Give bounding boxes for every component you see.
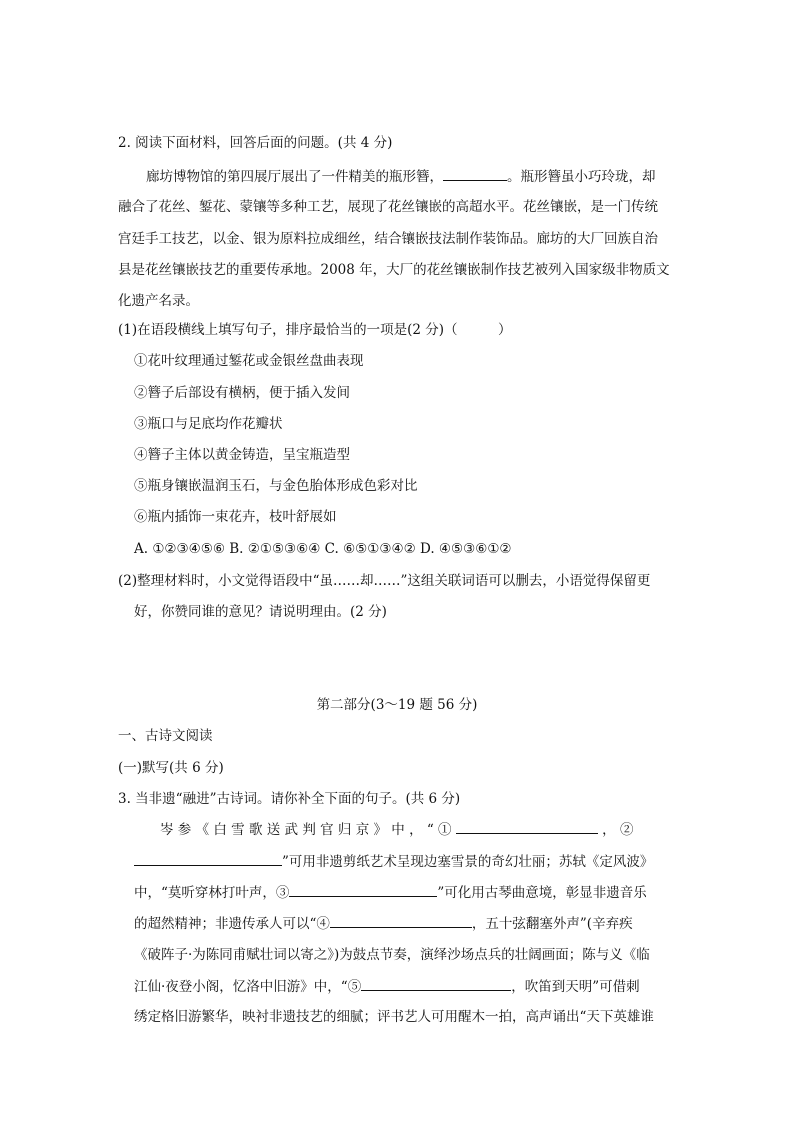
q3-blank-3 — [289, 882, 437, 897]
q3-text-1b: ， ② — [602, 822, 634, 838]
q3-line-6 — [134, 976, 640, 997]
q2-item-5: ⑤瓶身镶嵌温润玉石，与金色胎体形成色彩对比 — [134, 478, 418, 494]
q2-para-text-1b: 。瓶形簪虽小巧玲珑，却 — [507, 169, 656, 185]
q3-text-3a: 中，“莫听穿林打叶声，③ — [134, 885, 290, 901]
q2-sub1: (1)在语段横线上填写句子，排序最恰当的一项是(2 分)（ ） — [118, 322, 512, 338]
subsection-heading: (一)默写(共 6 分) — [118, 760, 224, 776]
q2-para-line-5: 化遗产名录。 — [118, 293, 199, 309]
q2-sub2-line-2: 好，你赞同谁的意见？请说明理由。(2 分) — [134, 604, 387, 620]
q3-line-7: 绣定格旧游繁华，映衬非遗技艺的细腻；评书艺人可用醒木一拍，高声诵出“天下英雄谁 — [134, 1009, 654, 1025]
q3-text-6a: 江仙·夜登小阁，忆洛中旧游》中，“⑤ — [134, 979, 362, 995]
q3-text-1a: 岑 参 《 白 雪 歌 送 武 判 官 归 京 》 中 ， “ ① — [160, 822, 452, 838]
section-heading: 一、古诗文阅读 — [118, 728, 213, 744]
q2-item-6: ⑥瓶内插饰一束花卉，枝叶舒展如 — [134, 509, 337, 525]
q2-item-1: ①花叶纹理通过錾花或金银丝盘曲表现 — [134, 353, 364, 369]
q2-para-line-3: 宫廷手工技艺，以金、银为原料拉成细丝，结合镶嵌技法制作装饰品。廊坊的大厂回族自治 — [118, 231, 658, 247]
q3-blank-5 — [361, 976, 511, 991]
q3-blank-2 — [134, 851, 282, 866]
q3-text-2: ”可用非遗剪纸艺术呈现边塞雪景的奇幻壮丽；苏轼《定风波》 — [282, 854, 654, 870]
q3-line-4 — [134, 913, 633, 934]
q2-sub2-line-1: (2)整理材料时，小文觉得语段中“虽……却……”这组关联词语可以删去，小语觉得保留更 — [118, 573, 651, 589]
q2-para-line-4: 县是花丝镶嵌技艺的重要传承地。2008 年，大厂的花丝镶嵌制作技艺被列入国家级非物质文 — [118, 262, 670, 278]
q2-options: A. ①②③④⑤⑥ B. ②①⑤③⑥④ C. ⑥⑤①③④② D. ④⑤③⑥①② — [134, 541, 512, 557]
q3-text-4b: ，五十弦翻塞外声”(辛弃疾 — [471, 916, 633, 932]
q3-text-3b: ”可化用古琴曲意境，彰显非遗音乐 — [437, 885, 647, 901]
q3-blank-4 — [330, 913, 472, 928]
q3-line-5: 《破阵子·为陈同甫赋壮词以寄之》)为鼓点节奏，演绎沙场点兵的壮阔画面；陈与义《临 — [134, 947, 650, 963]
q2-item-3: ③瓶口与足底均作花瓣状 — [134, 416, 283, 432]
q3-line-3 — [134, 882, 647, 903]
q3-line-2 — [134, 851, 653, 872]
q2-item-2: ②簪子后部设有横柄，便于插入发间 — [134, 385, 350, 401]
q3-text-6b: ，吹笛到天明”可借刺 — [511, 979, 640, 995]
q3-text-4a: 的超然精神；非遗传承人可以“④ — [134, 916, 330, 932]
q3-line-1 — [160, 819, 633, 840]
q2-para-line-1 — [146, 166, 656, 187]
part2-heading: 第二部分(3～19 题 56 分) — [316, 697, 478, 713]
q2-para-text-1a: 廊坊博物馆的第四展厅展出了一件精美的瓶形簪， — [146, 169, 443, 185]
q3-title: 3. 当非遗“融进”古诗词。请你补全下面的句子。(共 6 分) — [118, 791, 461, 807]
q2-item-4: ④簪子主体以黄金铸造，呈宝瓶造型 — [134, 447, 350, 463]
q2-para-line-2: 融合了花丝、錾花、蒙镶等多种工艺，展现了花丝镶嵌的高超水平。花丝镶嵌，是一门传统 — [118, 199, 658, 215]
q2-title: 2. 阅读下面材料，回答后面的问题。(共 4 分) — [118, 135, 393, 151]
q2-fill-blank — [443, 166, 507, 181]
q3-blank-1 — [456, 819, 598, 834]
